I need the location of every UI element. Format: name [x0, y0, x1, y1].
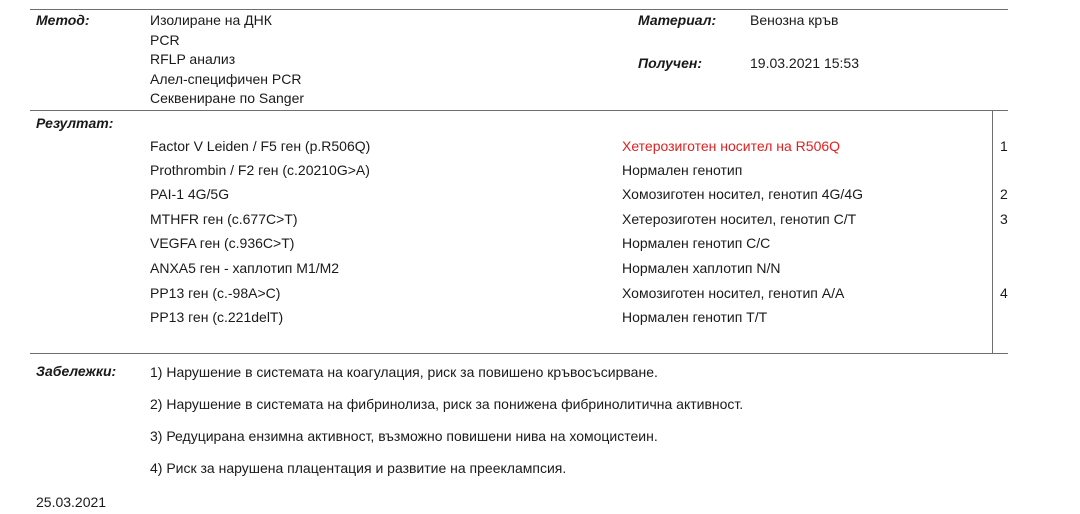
note-ref: 3: [1000, 211, 1008, 227]
table-row: [0, 256, 1080, 280]
test-result: Нормален генотип T/T: [622, 309, 768, 325]
results-rule: [30, 353, 1008, 354]
method-list: [150, 11, 304, 109]
test-name: Factor V Leiden / F5 ген (p.R506Q): [150, 138, 371, 154]
method-item: Секвениране по Sanger: [150, 90, 305, 106]
test-result: Нормален генотип: [622, 162, 743, 178]
note-item: 3) Редуцирана ензимна активност, възможно повишени нива на хомоцистеин.: [150, 428, 658, 444]
note-item: 4) Риск за нарушена плацентация и развитие на прееклампсия.: [150, 460, 567, 476]
method-item: PCR: [150, 31, 180, 48]
table-row: [0, 134, 1080, 158]
test-result: Хетерозиготен носител на R506Q: [622, 138, 841, 154]
method-item: Изолиране на ДНК: [150, 12, 272, 28]
material-value: Венозна кръв: [750, 12, 839, 28]
top-rule: [30, 9, 1008, 10]
table-row: [0, 158, 1080, 182]
received-label: Получен:: [638, 55, 702, 71]
note-ref: 2: [1000, 186, 1008, 202]
table-row: [0, 182, 1080, 206]
test-name: VEGFA ген (c.936C>T): [150, 235, 295, 251]
table-row: [0, 281, 1080, 305]
note-item: 2) Нарушение в системата на фибринолиза, риск за понижена фибринолитична активност.: [150, 396, 744, 412]
method-item: Алел-специфичен PCR: [150, 70, 302, 87]
note-ref: 4: [1000, 285, 1008, 301]
test-name: PP13 ген (c.-98A>C): [150, 285, 281, 301]
test-result: Хомозиготен носител, генотип A/A: [622, 285, 845, 301]
method-item: RFLP анализ: [150, 51, 236, 67]
test-name: PP13 ген (c.221delT): [150, 309, 284, 325]
test-name: ANXA5 ген - хаплотип M1/M2: [150, 260, 340, 276]
received-value: 19.03.2021 15:53: [750, 55, 859, 71]
test-name: PAI-1 4G/5G: [150, 186, 230, 202]
table-row: [0, 305, 1080, 329]
test-result: Хомозиготен носител, генотип 4G/4G: [622, 186, 864, 202]
notes-label: Забележки:: [36, 363, 117, 379]
header-rule: [30, 110, 1008, 111]
table-row: [0, 207, 1080, 231]
report-date: 25.03.2021: [36, 494, 107, 510]
table-row: [0, 231, 1080, 255]
method-label: Метод:: [36, 12, 90, 28]
note-item: 1) Нарушение в системата на коагулация, риск за повишено кръвосъсирване.: [150, 364, 658, 380]
test-name: MTHFR ген (c.677C>T): [150, 211, 298, 227]
note-ref: 1: [1000, 138, 1008, 154]
test-result: Хетерозиготен носител, генотип C/T: [622, 211, 857, 227]
result-label: Резултат:: [36, 115, 114, 131]
test-result: Нормален генотип C/C: [622, 235, 771, 251]
test-name: Prothrombin / F2 ген (c.20210G>A): [150, 162, 370, 178]
material-label: Материал:: [638, 12, 717, 28]
test-result: Нормален хаплотип N/N: [622, 260, 781, 276]
